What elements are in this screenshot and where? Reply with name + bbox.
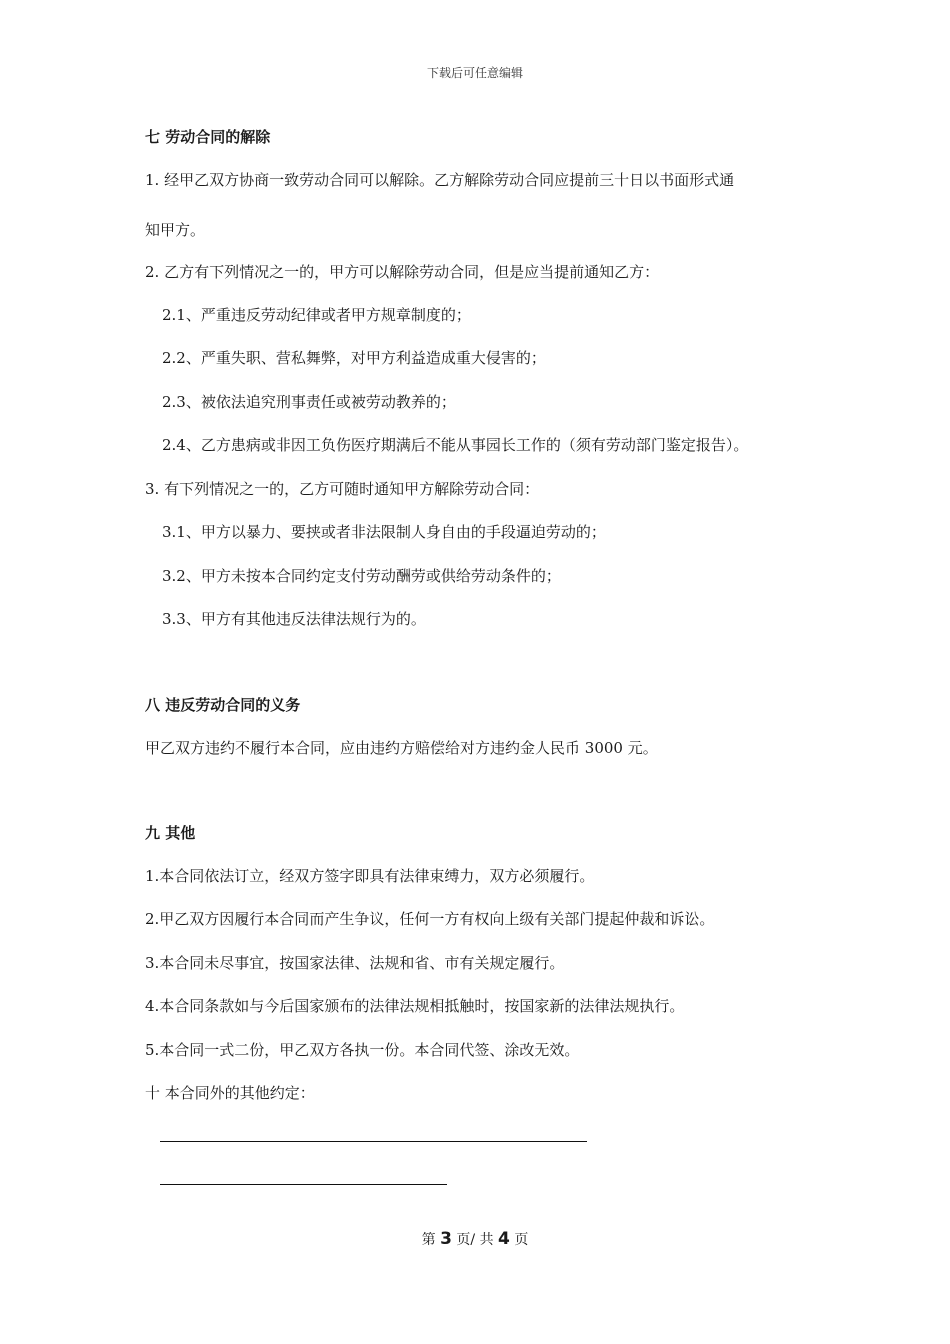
header-note: 下载后可任意编辑	[426, 66, 523, 80]
section-7-item-3-2: 3.2、甲方未按本合同约定支付劳动酬劳或供给劳动条件的；	[162, 567, 561, 585]
footer-current-page: 3	[440, 1229, 452, 1249]
page-footer	[0, 1229, 950, 1249]
section-10-title: 十 本合同外的其他约定：	[145, 1084, 315, 1102]
section-9-title: 九 其他	[145, 824, 196, 842]
section-7-title: 七 劳动合同的解除	[145, 128, 271, 146]
footer-suffix: 页	[514, 1232, 529, 1248]
section-7-item-3-3: 3.3、甲方有其他违反法律法规行为的。	[162, 610, 426, 628]
blank-line-2	[160, 1184, 447, 1185]
section-9-item-1: 1.本合同依法订立，经双方签字即具有法律束缚力，双方必须履行。	[145, 867, 595, 885]
section-8-title: 八 违反劳动合同的义务	[145, 696, 301, 714]
section-7-item-2: 2. 乙方有下列情况之一的，甲方可以解除劳动合同，但是应当提前通知乙方：	[145, 263, 660, 281]
section-9-item-3: 3.本合同未尽事宜，按国家法律、法规和省、市有关规定履行。	[145, 954, 565, 972]
section-7-item-2-4: 2.4、乙方患病或非因工负伤医疗期满后不能从事园长工作的（须有劳动部门鉴定报告）。	[162, 436, 749, 454]
footer-middle: 页/ 共	[456, 1232, 494, 1248]
section-7-item-2-1: 2.1、严重违反劳动纪律或者甲方规章制度的；	[162, 306, 471, 324]
blank-line-1	[160, 1141, 587, 1142]
section-7-item-1-line-2: 知甲方。	[145, 221, 206, 239]
section-7-item-1-line-1: 1. 经甲乙双方协商一致劳动合同可以解除。乙方解除劳动合同应提前三十日以书面形式通	[145, 171, 735, 189]
section-8-text: 甲乙双方违约不履行本合同，应由违约方赔偿给对方违约金人民币 3000 元。	[145, 739, 658, 757]
section-9-item-2: 2.甲乙双方因履行本合同而产生争议，任何一方有权向上级有关部门提起仲裁和诉讼。	[145, 910, 715, 928]
section-7-item-3-1: 3.1、甲方以暴力、要挟或者非法限制人身自由的手段逼迫劳动的；	[162, 523, 606, 541]
section-7-item-2-3: 2.3、被依法追究刑事责任或被劳动教养的；	[162, 393, 456, 411]
section-9-item-4: 4.本合同条款如与今后国家颁布的法律法规相抵触时，按国家新的法律法规执行。	[145, 997, 685, 1015]
footer-prefix: 第	[421, 1232, 436, 1248]
section-7-item-2-2: 2.2、严重失职、营私舞弊，对甲方利益造成重大侵害的；	[162, 349, 546, 367]
section-9-item-5: 5.本合同一式二份，甲乙双方各执一份。本合同代签、涂改无效。	[145, 1041, 580, 1059]
footer-total-pages: 4	[498, 1229, 510, 1249]
section-7-item-3: 3. 有下列情况之一的，乙方可随时通知甲方解除劳动合同：	[145, 480, 540, 498]
